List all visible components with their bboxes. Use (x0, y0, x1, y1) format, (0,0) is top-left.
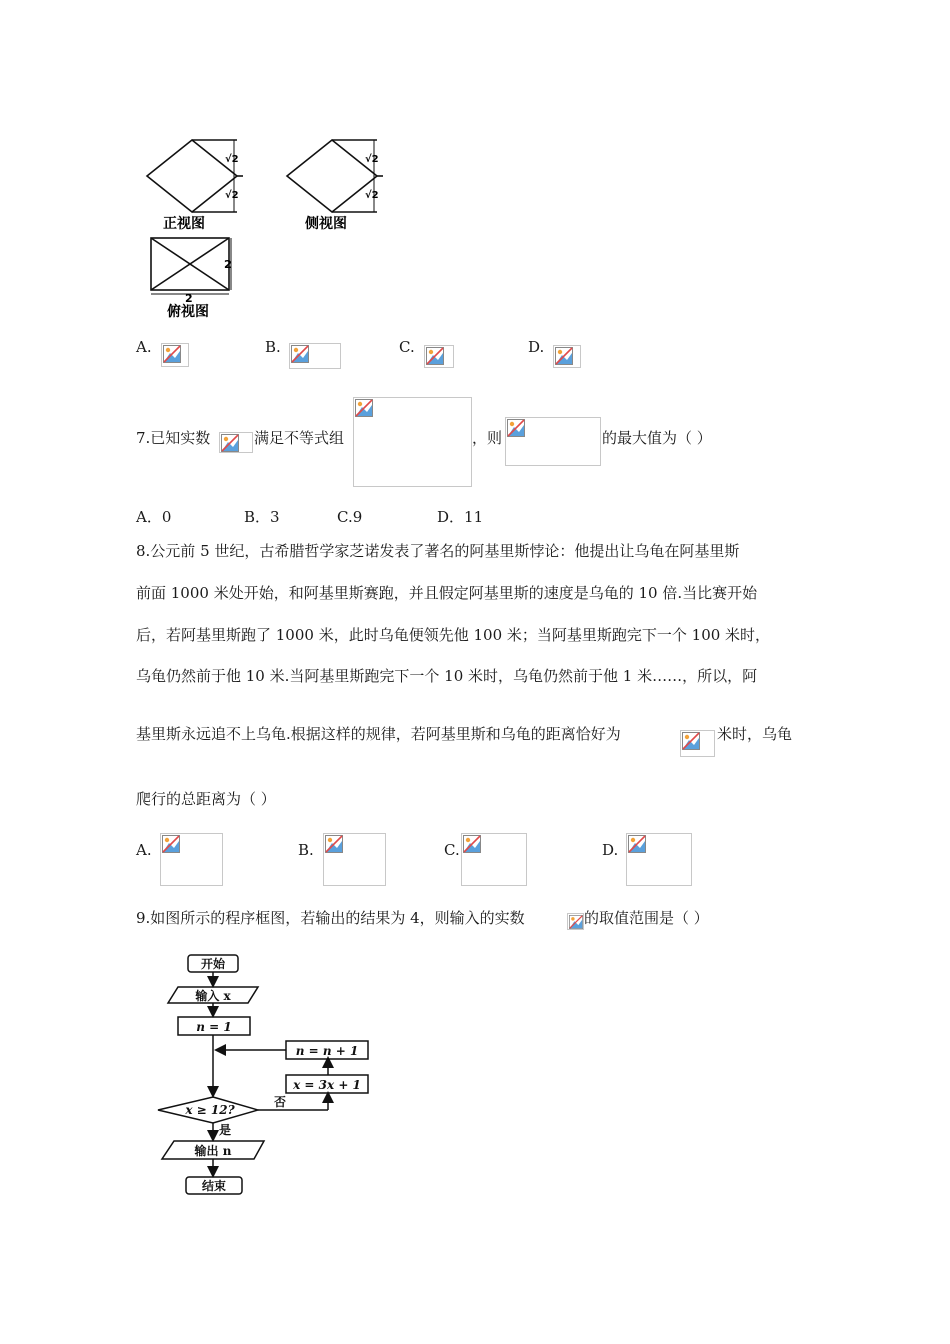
top-dim-bottom: 2 (185, 292, 193, 305)
flow-update-n-label: n = n + 1 (295, 1044, 359, 1058)
q7-option-d: D．11 (437, 508, 484, 526)
top-dim-right: 2 (224, 258, 232, 271)
q7-inequality-image (353, 397, 472, 487)
q8-option-c-image (461, 833, 527, 886)
broken-image-icon (507, 419, 525, 437)
q8-line-5-prefix: 基里斯永远追不上乌龟.根据这样的规律，若阿基里斯和乌龟的距离恰好为 (136, 725, 621, 743)
front-view (147, 140, 243, 212)
flow-update-x-label: x = 3x + 1 (293, 1078, 361, 1092)
flow-init-label: n = 1 (196, 1020, 232, 1034)
broken-image-icon (355, 399, 373, 417)
flow-yes-label: 是 (218, 1123, 232, 1137)
flow-no-label: 否 (273, 1095, 287, 1109)
q8-option-c-label: C. (444, 841, 460, 859)
flow-output-label: 输出 n (194, 1144, 232, 1158)
front-dim-bottom: √2 (225, 190, 239, 201)
flow-start-label: 开始 (200, 957, 226, 971)
q8-line-6: 爬行的总距离为（ ） (136, 790, 276, 808)
broken-image-icon (426, 347, 444, 365)
q8-line-3: 后，若阿基里斯跑了 1000 米，此时乌龟便领先他 100 米；当阿基里斯跑完下一个 100 米时， (136, 626, 771, 644)
q8-line-2: 前面 1000 米处开始，和阿基里斯赛跑，并且假定阿基里斯的速度是乌龟的 10 倍.当比赛开始 (136, 584, 758, 602)
q7-mid1: 满足不等式组 (254, 429, 345, 447)
flow-end-label: 结束 (201, 1179, 227, 1193)
q8-option-a-image (160, 833, 223, 886)
flow-condition-label: x ≥ 12? (185, 1103, 235, 1117)
flow-input-label: 输入 x (195, 989, 231, 1003)
side-view-label: 侧视图 (305, 216, 347, 232)
side-dim-top: √2 (365, 154, 379, 165)
q7-option-a: A．0 (136, 508, 172, 526)
q7-variable-image (219, 432, 253, 453)
q9-prefix: 9.如图所示的程序框图，若输出的结果为 4，则输入的实数 (136, 909, 525, 927)
q7-suffix: 的最大值为（ ） (602, 429, 712, 447)
broken-image-icon (569, 915, 583, 929)
q6-option-c-image (424, 345, 454, 368)
q8-line-5-suffix: 米时，乌龟 (717, 725, 793, 743)
q6-option-b-image (289, 343, 341, 369)
q6-option-d-label: D. (528, 338, 545, 356)
broken-image-icon (221, 434, 239, 452)
broken-image-icon (162, 835, 180, 853)
q6-option-b-label: B. (265, 338, 281, 356)
q8-option-d-label: D. (602, 841, 619, 859)
q6-option-a-image (161, 343, 189, 367)
q8-line-4: 乌龟仍然前于他 10 米.当阿基里斯跑完下一个 10 米时，乌龟仍然前于他 1 米……，所以，阿 (136, 667, 758, 685)
q8-option-d-image (626, 833, 692, 886)
q7-expression-image (505, 417, 601, 466)
broken-image-icon (325, 835, 343, 853)
broken-image-icon (628, 835, 646, 853)
broken-image-icon (163, 345, 181, 363)
front-dim-top: √2 (225, 154, 239, 165)
q8-distance-image (680, 730, 715, 757)
side-view (287, 140, 383, 212)
broken-image-icon (555, 347, 573, 365)
q7-mid2: ，则 (472, 429, 503, 447)
q8-line-1: 8.公元前 5 世纪，古希腊哲学家芝诺发表了著名的阿基里斯悖论：他提出让乌龟在阿基里斯 (136, 542, 740, 560)
top-view-label: 俯视图 (167, 304, 209, 320)
q8-option-b-label: B. (298, 841, 314, 859)
front-view-label: 正视图 (163, 216, 205, 232)
side-dim-bottom: √2 (365, 190, 379, 201)
q8-option-a-label: A. (136, 841, 152, 859)
q6-option-c-label: C. (399, 338, 415, 356)
q6-option-d-image (553, 345, 581, 368)
q9-variable-image (567, 913, 584, 930)
broken-image-icon (291, 345, 309, 363)
broken-image-icon (463, 835, 481, 853)
q9-suffix: 的取值范围是（ ） (584, 909, 709, 927)
q7-prefix: 7.已知实数 (136, 429, 211, 447)
broken-image-icon (682, 732, 700, 750)
q7-option-b: B．3 (244, 508, 280, 526)
program-flowchart (150, 945, 380, 1205)
q7-option-c: C.9 (337, 508, 363, 526)
three-views-figure (135, 130, 395, 325)
q6-option-a-label: A. (136, 338, 152, 356)
top-view (151, 238, 231, 294)
q8-option-b-image (323, 833, 386, 886)
